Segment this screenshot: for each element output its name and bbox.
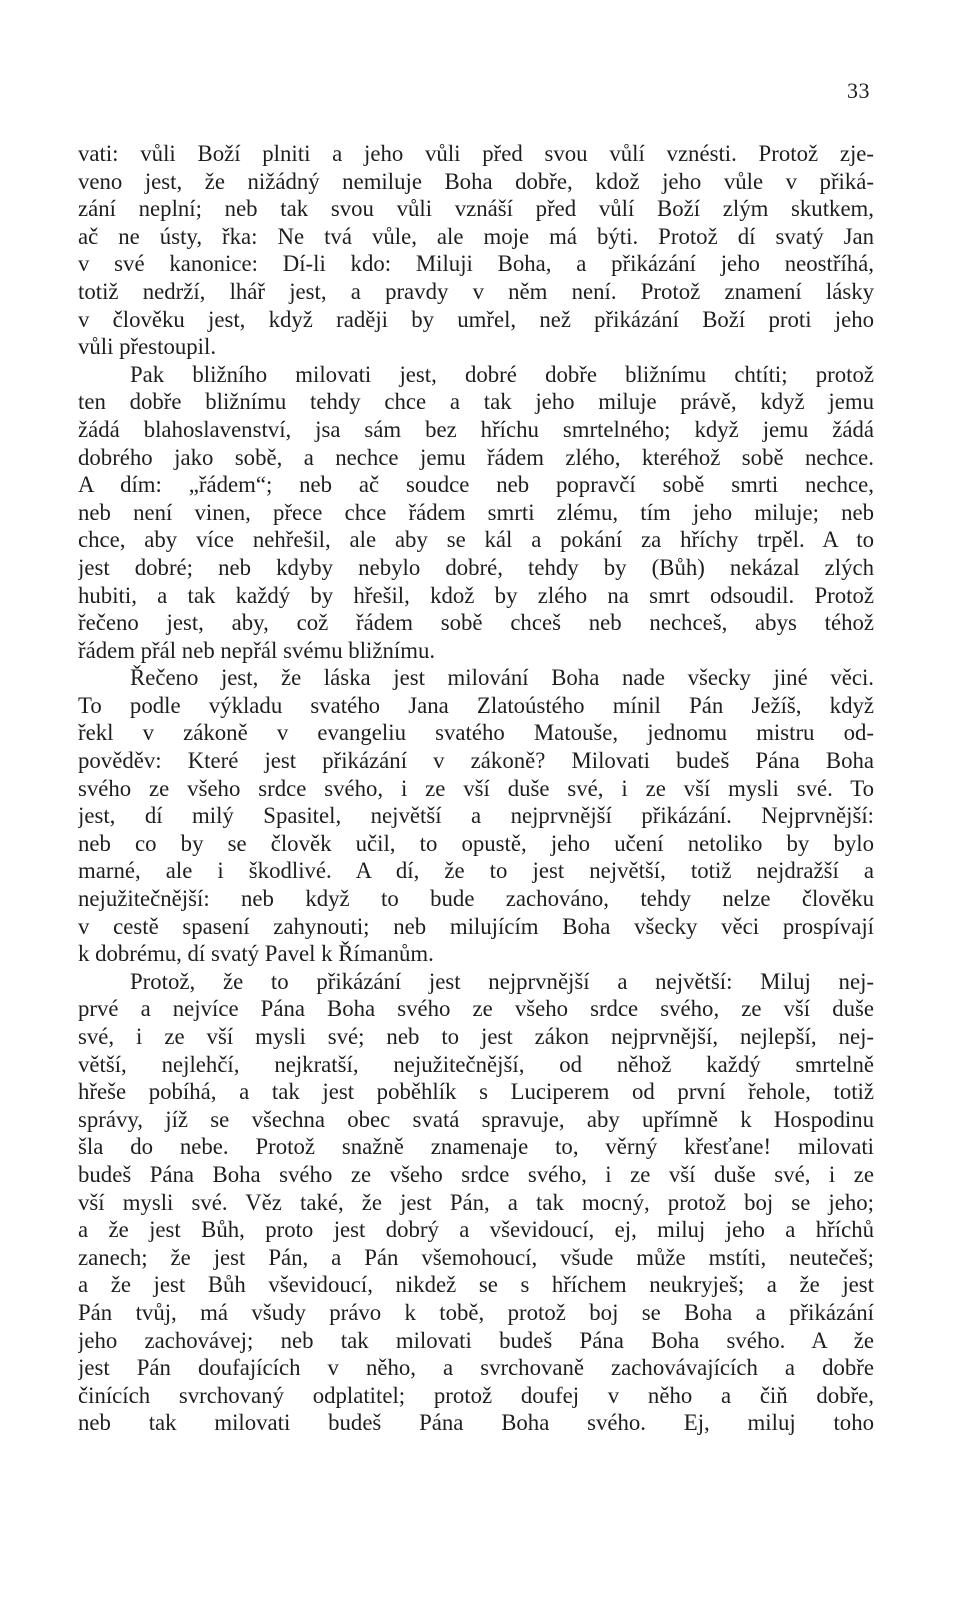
text-line: marné, ale i škodlivé. A dí, že to jest největší, totiž nejdražší a (78, 858, 874, 884)
text-line: pověděv: Které jest přikázání v zákoně? Milovati budeš Pána Boha (78, 748, 874, 774)
text-line: své, i ze vší mysli své; neb to jest zákon nejprvnější, nejlepší, nej- (78, 1024, 874, 1049)
text-line: jest, dí milý Spasitel, největší a nejprvnější přikázání. Nejprvnější: (78, 803, 874, 829)
text-line: v cestě spasení zahynouti; neb milujícím Boha všecky věci prospívají (78, 913, 874, 939)
text-line: vůli přestoupil. (78, 334, 217, 360)
text-line: větší, nejlehčí, nejkratší, nejužitečnější, od něhož každý smrtelně (78, 1051, 874, 1077)
text-line: prvé a nejvíce Pána Boha svého ze všeho srdce svého, ze vší duše (78, 996, 874, 1022)
text-line: řekl v zákoně v evangeliu svatého Matouše, jednomu mistru od- (78, 720, 874, 746)
text-line: budeš Pána Boha svého ze všeho srdce svého, i ze vší duše své, i ze (78, 1161, 874, 1187)
text-line: Pán tvůj, má všudy právo k tobě, protož boj se Boha a přikázání (78, 1299, 874, 1325)
text-line: dobrého jako sobě, a nechce jemu řádem zlého, kteréhož sobě nechce. (78, 444, 874, 470)
text-line: neb tak milovati budeš Pána Boha svého. Ej, miluj toho (78, 1410, 874, 1436)
text-line: neb není vinen, přece chce řádem smrti zlému, tím jeho miluje; neb (78, 499, 874, 525)
text-line: zanech; že jest Pán, a Pán všemohoucí, všude může mstíti, neutečeš; (78, 1244, 874, 1270)
text-line: řečeno jest, aby, což řádem sobě chceš neb nechceš, abys téhož (78, 610, 874, 636)
text-line: neb co by se člověk učil, to opustě, jeho učení netoliko by bylo (78, 830, 874, 856)
text-line: a že jest Bůh vševidoucí, nikdež se s hříchem neukryješ; a že jest (78, 1272, 874, 1298)
text-line: jeho zachovávej; neb tak milovati budeš Pána Boha svého. A že (78, 1327, 874, 1353)
text-line: jest Pán doufajících v něho, a svrchovaně zachovávajících a dobře (78, 1355, 874, 1381)
text-line: ten dobře bližnímu tehdy chce a tak jeho miluje právě, když jemu (78, 389, 874, 415)
text-line: Pak bližního milovati jest, dobré dobře bližnímu chtíti; protož (130, 361, 874, 387)
text-line: veno jest, že nižádný nemiluje Boha dobře, kdož jeho vůle v přiká- (78, 168, 874, 194)
text-line: chce, aby více nehřešil, ale aby se kál a pokání za hříchy trpěl. A to (78, 527, 874, 553)
text-line: hubiti, a tak každý by hřešil, kdož by zlého na smrt odsoudil. Protož (78, 582, 874, 608)
text-line: Řečeno jest, že láska jest milování Boha nade všecky jiné věci. (130, 665, 874, 691)
text-line: ač ne ústy, řka: Ne tvá vůle, ale moje má býti. Protož dí svatý Jan (78, 223, 874, 249)
text-line: žádá blahoslavenství, jsa sám bez hříchu smrtelného; když jemu žádá (78, 416, 874, 442)
text-line: A dím: „řádem“; neb ač soudce neb popravčí sobě smrti nechce, (78, 472, 874, 498)
text-line: nejužitečnější: neb když to bude zachováno, tehdy nelze člověku (78, 886, 874, 912)
text-line: správy, jíž se všechna obec svatá spravuje, aby upřímně k Hospodinu (78, 1106, 874, 1132)
text-line: v člověku jest, když raději by umřel, než přikázání Boží proti jeho (78, 306, 874, 332)
text-line: zání neplní; neb tak svou vůli vznáší před vůlí Boží zlým skutkem, (78, 196, 874, 222)
text-line: k dobrému, dí svatý Pavel k Římanům. (78, 941, 434, 967)
page-number: 33 (847, 78, 870, 103)
text-line: Protož, že to přikázání jest nejprvnější a největší: Miluj nej- (130, 968, 874, 994)
body-text (78, 140, 874, 1437)
text-line: jest dobré; neb kdyby nebylo dobré, tehdy by (Bůh) nekázal zlých (78, 554, 874, 580)
text-line: v své kanonice: Dí-li kdo: Miluji Boha, a přikázání jeho neostříhá, (78, 251, 874, 277)
text-line: šla do nebe. Protož snažně znamenaje to, věrný křesťane! milovati (78, 1134, 874, 1160)
text-line: totiž nedrží, lhář jest, a pravdy v něm není. Protož znamení lásky (78, 278, 874, 304)
text-line: hřeše pobíhá, a tak jest poběhlík s Luciperem od první řehole, totiž (78, 1079, 874, 1105)
text-line: svého ze všeho srdce svého, i ze vší duše své, i ze vší mysli své. To (78, 775, 874, 801)
text-line: činících svrchovaný odplatitel; protož doufej v něho a čiň dobře, (78, 1382, 874, 1408)
text-line: To podle výkladu svatého Jana Zlatoústého mínil Pán Ježíš, když (78, 692, 874, 718)
text-line: a že jest Bůh, proto jest dobrý a vševidoucí, ej, miluj jeho a hříchů (78, 1217, 874, 1243)
text-line: řádem přál neb nepřál svému bližnímu. (78, 637, 436, 663)
text-line: vati: vůli Boží plniti a jeho vůli před svou vůlí vznésti. Protož zje- (78, 141, 874, 166)
text-line: vší mysli své. Věz také, že jest Pán, a tak mocný, protož boj se jeho; (78, 1189, 874, 1215)
